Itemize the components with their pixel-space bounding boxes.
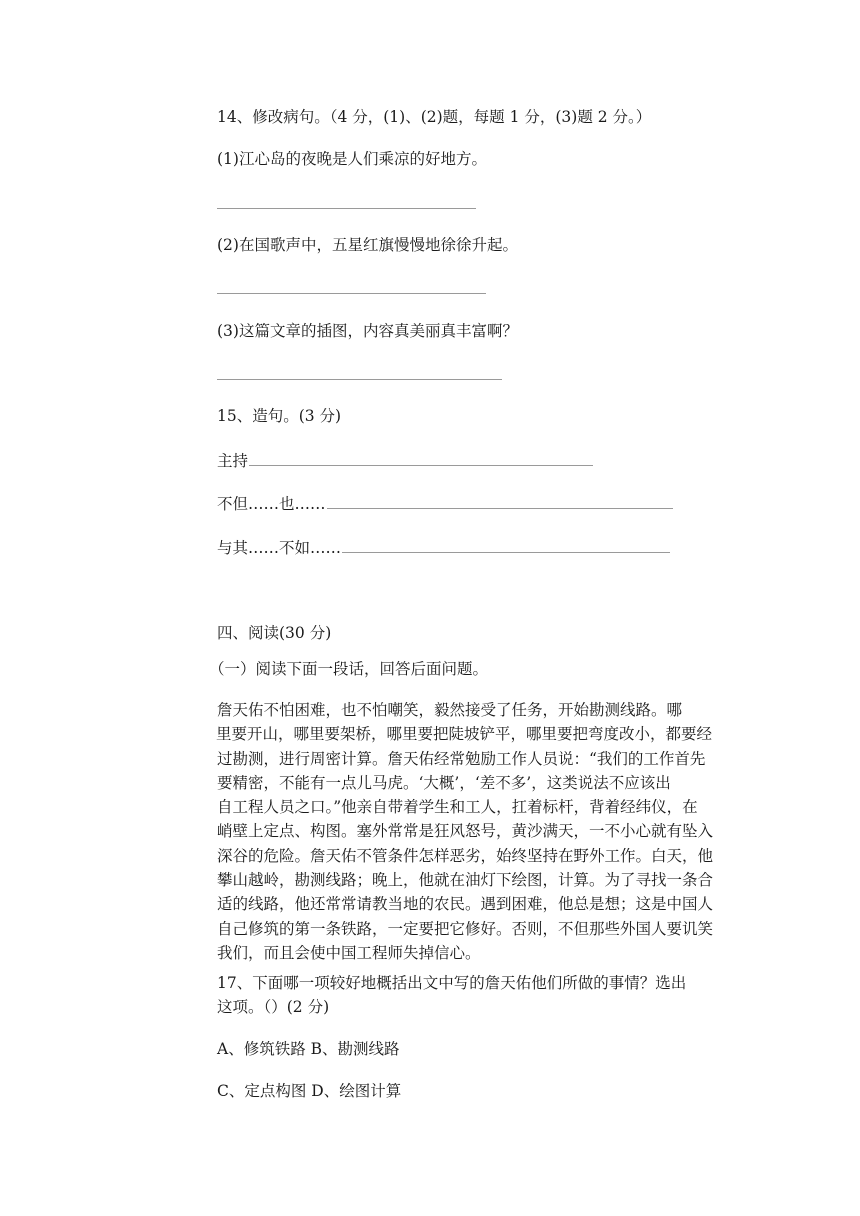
q14-answer-line-2[interactable] <box>217 293 486 294</box>
passage-line: 詹天佑不怕困难，也不怕嘲笑，毅然接受了任务，开始勘测线路。哪 <box>217 701 683 719</box>
q15-answer-line-1[interactable] <box>249 449 593 466</box>
q17-question-line-1: 17、下面哪一项较好地概括出文中写的詹天佑他们所做的事情？选出 <box>217 974 687 992</box>
passage-line: 自己修筑的第一条铁路，一定要把它修好。否则，不但那些外国人要讥笑 <box>217 919 714 938</box>
q17-options-row-1[interactable]: A、修筑铁路 B、勘测线路 <box>217 1040 400 1058</box>
q15-prompt-3-label: 与其……不如…… <box>217 539 342 557</box>
passage-line: 里要开山，哪里要架桥，哪里要把陡坡铲平，哪里要把弯度改小，都要经 <box>216 725 713 744</box>
q15-prompt-2-label: 不但……也…… <box>217 495 326 513</box>
passage-line: 过勘测，进行周密计算。詹天佑经常勉励工作人员说：“我们的工作首先 <box>217 749 706 768</box>
q17-question-line-2: 这项。（）(2 分) <box>217 998 330 1016</box>
section4-subheading: （一）阅读下面一段话，回答后面问题。 <box>209 660 489 678</box>
passage-line: 攀山越岭，勘测线路；晚上，他就在油灯下绘图，计算。为了寻找一条合 <box>217 871 714 890</box>
q15-answer-line-3[interactable] <box>342 536 670 553</box>
q14-answer-line-3[interactable] <box>217 379 502 380</box>
passage-line: 要精密，不能有一点儿马虎。‘大概’，‘差不多’，这类说法不应该出 <box>217 773 671 792</box>
q17-options-row-2[interactable]: C、定点构图 D、绘图计算 <box>217 1082 402 1100</box>
passage-line: 自工程人员之口。”他亲自带着学生和工人，扛着标杆，背着经纬仪，在 <box>217 798 698 817</box>
q14-item-3: (3)这篇文章的插图，内容真美丽真丰富啊？ <box>217 322 518 340</box>
passage-line: 峭壁上定点、构图。塞外常常是狂风怒号，黄沙满天，一不小心就有坠入 <box>217 822 714 841</box>
q14-heading: 14、修改病句。（4 分，(1)、(2)题，每题 1 分，(3)题 2 分。） <box>217 108 652 126</box>
passage-line: 我们，而且会使中国工程师失掉信心。 <box>217 943 481 962</box>
q15-heading: 15、造句。(3 分) <box>217 407 342 425</box>
reading-passage <box>217 698 729 965</box>
q15-prompt-3 <box>217 536 670 559</box>
q15-answer-line-2[interactable] <box>327 492 673 509</box>
q14-answer-line-1[interactable] <box>217 208 476 209</box>
q15-prompt-1 <box>217 449 593 472</box>
q15-prompt-2 <box>217 492 673 515</box>
section4-heading: 四、阅读(30 分) <box>217 624 332 642</box>
passage-line: 深谷的危险。詹天佑不管条件怎样恶劣，始终坚持在野外工作。白天，他 <box>217 846 714 865</box>
q15-prompt-1-label: 主持 <box>217 452 249 470</box>
q14-item-1: (1)江心岛的夜晚是人们乘凉的好地方。 <box>217 150 487 168</box>
q14-item-2: (2)在国歌声中，五星红旗慢慢地徐徐升起。 <box>217 236 518 254</box>
passage-line: 适的线路，他还常常请教当地的农民。遇到困难，他总是想；这是中国人 <box>217 895 714 914</box>
